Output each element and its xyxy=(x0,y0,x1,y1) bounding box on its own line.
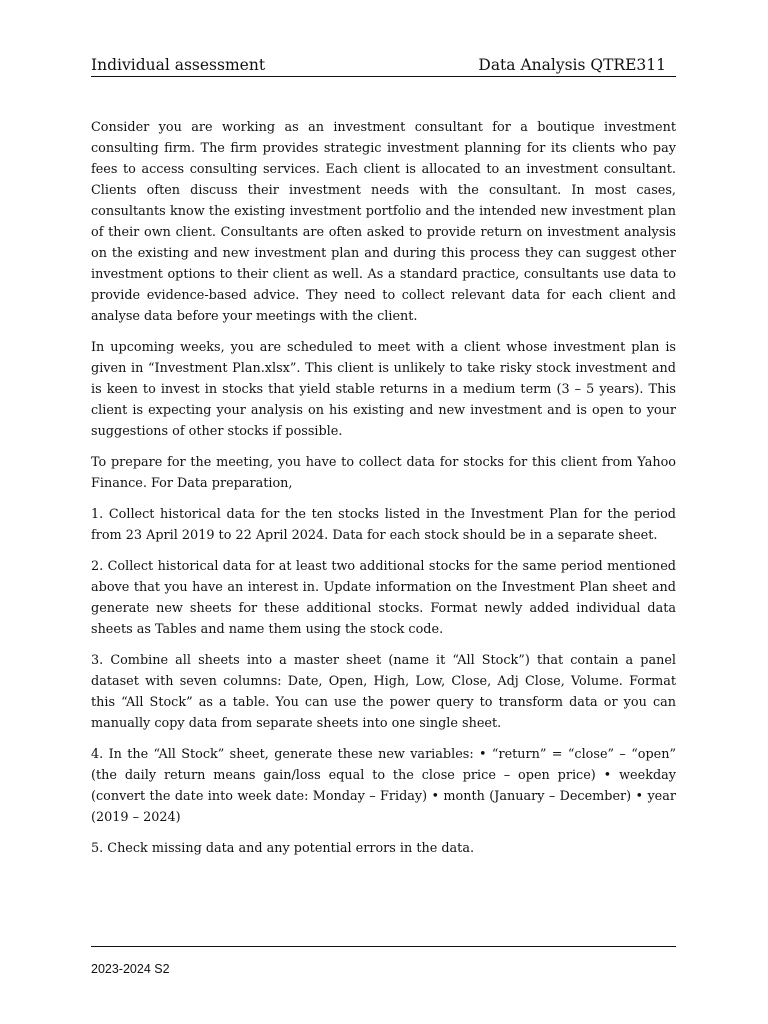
footer-term: 2023-2024 S2 xyxy=(91,962,170,976)
client-paragraph: In upcoming weeks, you are scheduled to meet with a client whose investment plan is given in “Investment Plan.xlsx”. This client is unlikely to take risky stock investment and is keen to invest in stocks that yield stable returns in a medium term (3 – 5 years). This client is expecting your analysis on his existing and new investment and is open to your suggestions of other stocks if possible. xyxy=(91,340,676,439)
task-item-1: 1. Collect historical data for the ten stocks listed in the Investment Plan for the period from 23 April 2019 to 22 April 2024. Data for each stock should be in a separate sheet. xyxy=(91,507,676,543)
task-item-2: 2. Collect historical data for at least two additional stocks for the same period mentioned above that you have an interest in. Update information on the Investment Plan sheet and generate new sheets for these additional stocks. Format newly added individual data sheets as Tables and name them using the stock code. xyxy=(91,559,676,637)
page-header xyxy=(91,54,676,77)
task-item-5: 5. Check missing data and any potential errors in the data. xyxy=(91,841,475,856)
assessment-body xyxy=(91,117,676,869)
header-assessment-type: Individual assessment xyxy=(91,56,266,74)
task-item-3: 3. Combine all sheets into a master sheet (name it “All Stock”) that contain a panel dataset with seven columns: Date, Open, High, Low, Close, Adj Close, Volume. Format this “All Stock” as a table. You can use the power query to transform data or you can manually copy data from separate sheets into one single sheet. xyxy=(91,653,676,731)
task-item-4: 4. In the “All Stock” sheet, generate these new variables: • “return” = “close” – “open” (the daily return means gain/loss equal to the close price – open price) • weekday (convert the date into week date: Monday – Friday) • month (January – December) • year (2019 – 2024) xyxy=(91,747,676,825)
intro-paragraph: Consider you are working as an investment consultant for a boutique investment consulting firm. The firm provides strategic investment planning for its clients who pay fees to access consulting services. Each client is allocated to an investment consultant. Clients often discuss their investment needs with the consultant. In most cases, consultants know the existing investment portfolio and the intended new investment plan of their own client. Consultants are often asked to provide return on investment analysis on the existing and new investment plan and during this process they can suggest other investment options to their client as well. As a standard practice, consultants use data to provide evidence-based advice. They need to collect relevant data for each client and analyse data before your meetings with the client. xyxy=(91,120,676,324)
task-list xyxy=(91,504,676,859)
header-course-title: Data Analysis QTRE311 xyxy=(478,56,666,74)
footer-divider xyxy=(91,946,676,947)
preparation-paragraph: To prepare for the meeting, you have to collect data for stocks for this client from Yahoo Finance. For Data preparation, xyxy=(91,455,676,491)
